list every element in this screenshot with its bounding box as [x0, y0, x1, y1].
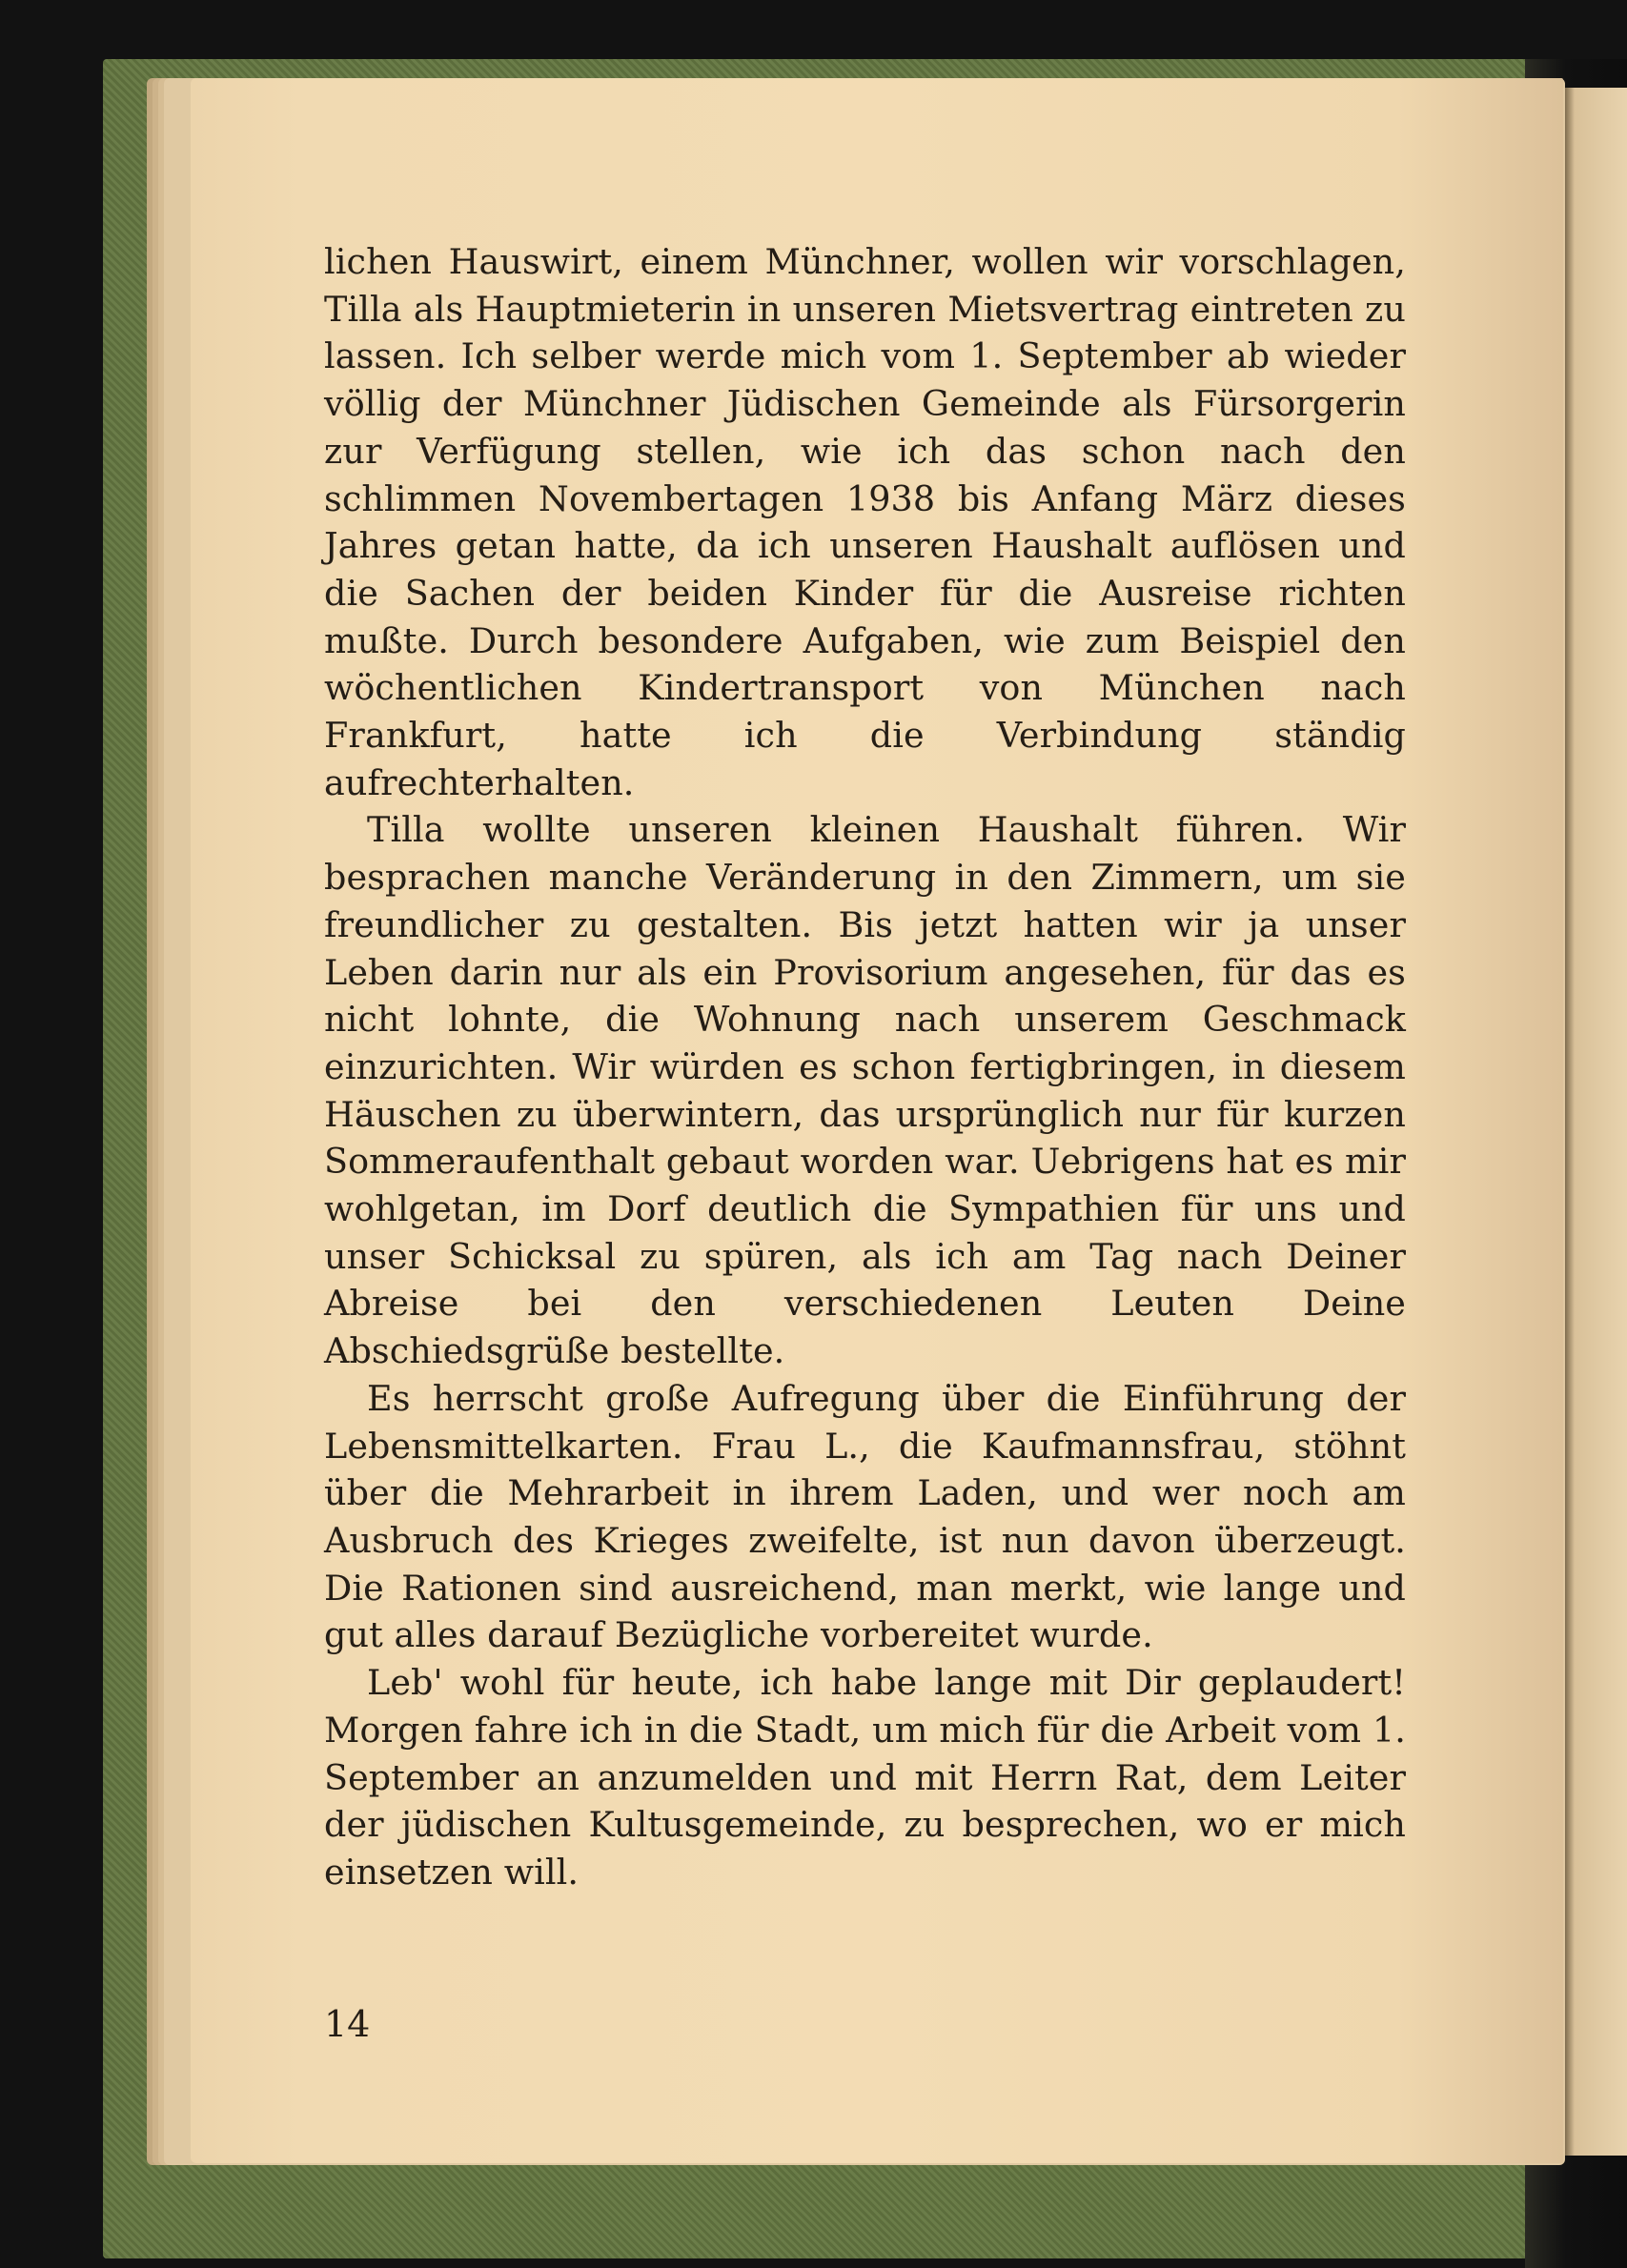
paragraph-2: Tilla wollte unseren kleinen Haushalt führen. Wir besprachen manche Veränderung in den Zimmern, um sie freundlicher zu gestalten. Bis jetzt hatten wir ja unser Leben darin nur als ein Provisorium angesehen, für das es nicht lohnte, die Wohnung nach unserem Geschmack einzurichten. Wir würden es schon fertigbringen, in diesem Häuschen zu überwintern, das ursprünglich nur für kurzen Sommeraufenthalt gebaut worden war. Uebrigens hat es mir wohlgetan, im Dorf deutlich die Sympathien für uns und unser Schicksal zu spüren, als ich am Tag nach Deiner Abreise bei den verschiedenen Leuten Deine Abschiedsgrüße bestellte. [324, 809, 1406, 1372]
facing-page-edge [1563, 88, 1627, 2156]
page-text [324, 238, 1406, 1896]
paragraph-1: lichen Hauswirt, einem Münchner, wollen wir vorschlagen, Tilla als Hauptmieterin in unseren Mietsvertrag eintreten zu lassen. Ich selber werde mich vom 1. September ab wieder völlig der Münchner Jüdischen Gemeinde als Fürsorgerin zur Verfügung stellen, wie ich das schon nach den schlimmen Novembertagen 1938 bis Anfang März dieses Jahres getan hatte, da ich unseren Haushalt auflösen und die Sachen der beiden Kinder für die Ausreise richten mußte. Durch besondere Aufgaben, wie zum Beispiel den wöchentlichen Kindertransport von München nach Frankfurt, hatte ich die Verbindung ständig aufrechterhalten. [324, 241, 1406, 803]
paragraph-3: Es herrscht große Aufregung über die Einführung der Lebensmittelkarten. Frau L., die Kaufmannsfrau, stöhnt über die Mehrarbeit in ihrem Laden, und wer noch am Ausbruch des Krieges zweifelte, ist nun davon überzeugt. Die Rationen sind ausreichend, man merkt, wie lange und gut alles darauf Bezügliche vorbereitet wurde. [324, 1377, 1406, 1656]
page-number: 14 [324, 2003, 371, 2045]
paragraph-4: Leb' wohl für heute, ich habe lange mit Dir geplaudert! Morgen fahre ich in die Stadt, um mich für die Arbeit vom 1. September an anzumelden und mit Herrn Rat, dem Leiter der jüdischen Kultusgemeinde, zu besprechen, wo er mich einsetzen will. [324, 1662, 1406, 1893]
